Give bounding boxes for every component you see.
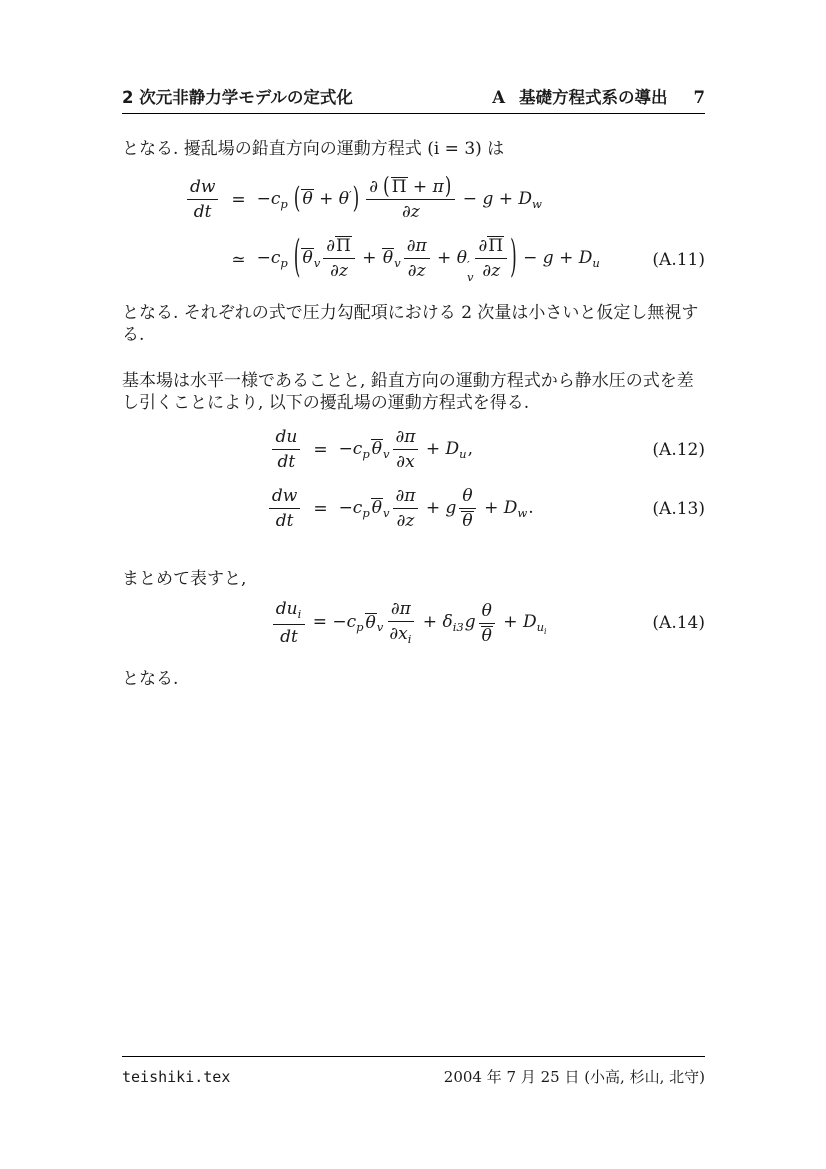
header-section bbox=[492, 84, 705, 108]
footer-date-authors: 2004 年 7 月 25 日 (小高, 杉山, 北守) bbox=[443, 1068, 705, 1086]
paragraph-basic-field: 基本場は水平一様であることと, 鉛直方向の運動方程式から静水圧の式を差し引くことにより, 以下の擾乱場の運動方程式を得る. bbox=[122, 371, 694, 414]
equation-a11 bbox=[122, 170, 705, 290]
equation-rows: $\frac{du}{dt}$ = $-c_p$ $\theta_v$ $\frac{\partial\pi}{\partial x}$ + $D_u$, (A.12) $\frac{dw}{dt}$ = $-c_p$ $\theta_v$ $\frac{\partial\pi}{\partial z}$ + g $\frac{\theta}{\theta}$ + $D_w$. (A.13) bbox=[122, 420, 705, 538]
paragraph-neglect-second-order: となる. それぞれの式で圧力勾配項における 2 次量は小さいと仮定し無視する. bbox=[122, 303, 699, 346]
page-header bbox=[122, 84, 705, 114]
equation-tag: (A.14) bbox=[652, 613, 705, 634]
page-footer bbox=[122, 1056, 705, 1087]
header-chapter-title: 2 次元非静力学モデルの定式化 bbox=[122, 88, 353, 107]
equation-tag: (A.13) bbox=[652, 498, 705, 519]
equation-tag: (A.12) bbox=[652, 439, 705, 460]
equation-a14 bbox=[122, 592, 705, 653]
page-number: 7 bbox=[693, 88, 705, 107]
paragraph-closing: となる. bbox=[122, 668, 179, 689]
paragraph-intro-vertical-eq: となる. 擾乱場の鉛直方向の運動方程式 (i = 3) は bbox=[122, 139, 505, 159]
paragraph-summary-lead: まとめて表すと, bbox=[122, 569, 247, 590]
equation-rows: $\frac{dw}{dt}$ = $-c_p$ ( θ + θ′) $\frac{\partial ( \Pi + \pi)}{\partial z}$ − $g + D_w$ ≃ $-c_p$ ( $\theta_v$ $\frac{\partial\Pi}{\partial z}$ + $\theta_v$ $\frac{\partial\pi}{\partial z}$ + θ ′ v $\frac{\partial\Pi}{\partial z}$ ) − $g + D_u$ (A.11) bbox=[122, 170, 705, 290]
equation-a12-a13 bbox=[122, 420, 705, 538]
footer-filename: teishiki.tex bbox=[122, 1068, 231, 1086]
header-section-title: 基礎方程式系の導出 bbox=[519, 88, 668, 107]
equation-tag: (A.11) bbox=[652, 249, 705, 270]
header-section-letter: A bbox=[492, 88, 506, 107]
page-body bbox=[122, 138, 705, 690]
equation-rows: $\frac{du_i}{dt}$ = $-c_p$ $\theta_v$ $\frac{\partial\pi}{\partial x_i}$ + $\delta_{i3}g$ $\frac{\theta}{\theta}$ + $D_{u_i}$ (A.14) bbox=[122, 592, 705, 653]
